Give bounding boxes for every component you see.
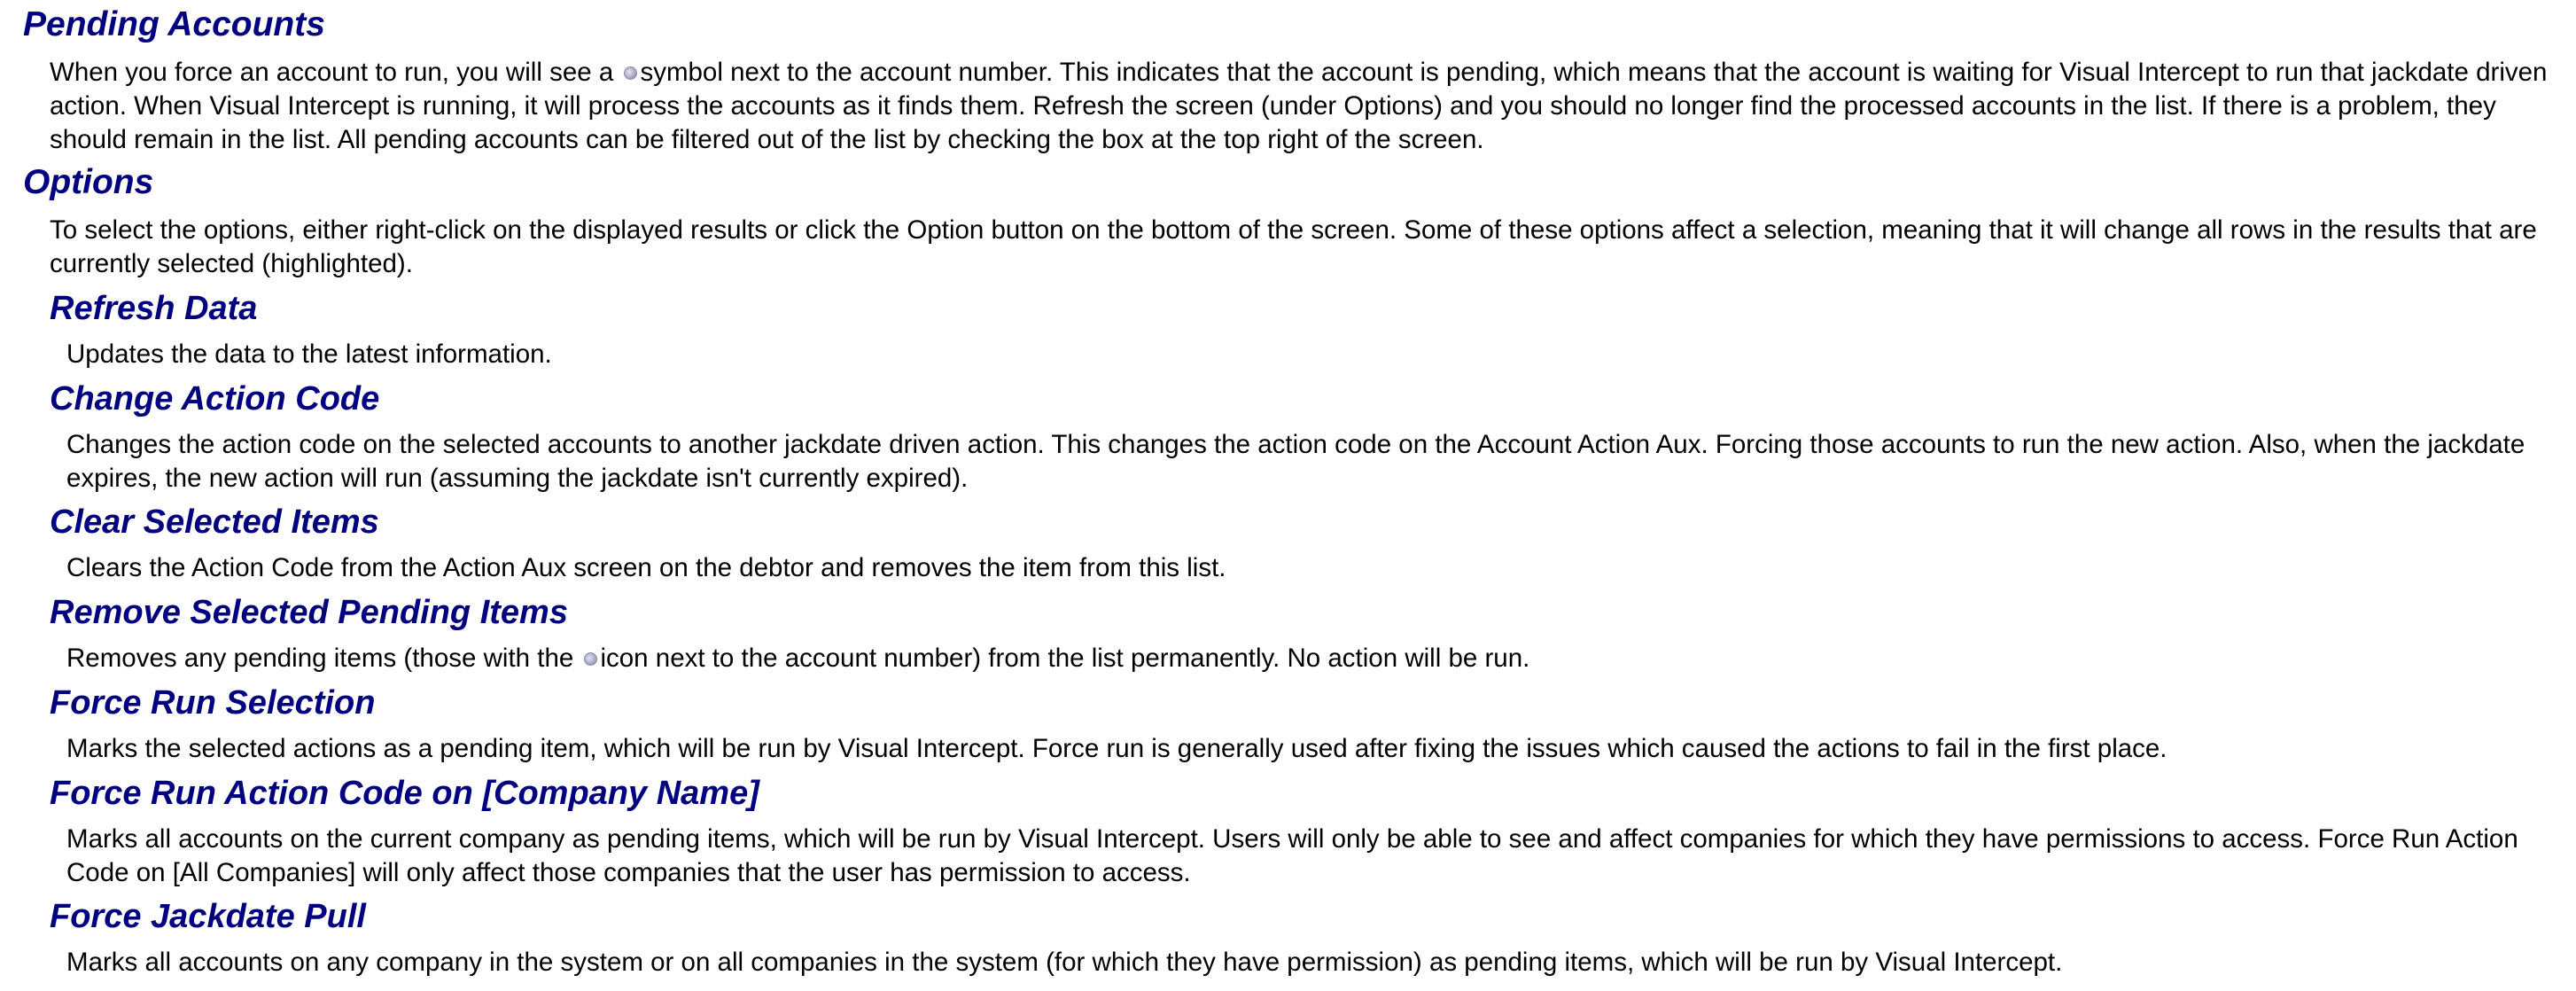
heading-force-jackdate-pull: Force Jackdate Pull [50, 898, 366, 935]
heading-clear-selected-items: Clear Selected Items [50, 503, 379, 541]
heading-remove-selected-pending-items: Remove Selected Pending Items [50, 594, 568, 631]
pending-text-after-icon: symbol next to the account number. This indicates that the account is pending, which means that the account is waiting for Visual Intercept to run that jackdate driven action. When Visual Intercept is running, it will process the accounts as it finds them. Refresh the screen (under Options) and you should no longer find the processed accounts in the list. If there is a problem, they should remain in the list. All pending accounts can be filtered out of the list by checking the box at the top right of the screen. [50, 58, 2548, 154]
heading-force-run-action-code-company: Force Run Action Code on [Company Name] [50, 775, 759, 812]
pending-symbol-icon [584, 652, 597, 666]
remove-text-after-icon: icon next to the account number) from the list permanently. No action will be run. [600, 644, 1530, 673]
paragraph-force-jackdate-pull: Marks all accounts on any company in the system or on all companies in the system (for which they have permission) as pending items, which will be run by Visual Intercept. [66, 948, 2063, 977]
paragraph-force-run-action-code-company: Marks all accounts on the current company as pending items, which will be run by Visual Intercept. Users will only be able to see and affect companies for which they have permissions to access. Force Run Action Code on [All Companies] will only affect those companies that the user has permission to access. [66, 824, 2518, 887]
pending-text-before-icon: When you force an account to run, you will see a [50, 58, 621, 87]
heading-options: Options [23, 163, 154, 201]
paragraph-refresh-data: Updates the data to the latest information. [66, 339, 552, 369]
paragraph-force-run-selection: Marks the selected actions as a pending item, which will be run by Visual Intercept. Force run is generally used after fixing the issues which caused the actions to fail in the first place. [66, 734, 2167, 763]
paragraph-remove-selected-pending-items [66, 642, 2565, 675]
paragraph-options: To select the options, either right-click on the displayed results or click the Option button on the bottom of the screen. Some of these options affect a selection, meaning that it will change all rows in the results that are currently selected (highlighted). [50, 215, 2537, 278]
heading-force-run-selection: Force Run Selection [50, 684, 376, 722]
heading-pending-accounts: Pending Accounts [23, 5, 325, 43]
heading-refresh-data: Refresh Data [50, 290, 258, 327]
paragraph-change-action-code: Changes the action code on the selected accounts to another jackdate driven action. This changes the action code on the Account Action Aux. Forcing those accounts to run the new action. Also, when the jackdate expires, the new action will run (assuming the jackdate isn't currently expired). [66, 430, 2525, 493]
paragraph-clear-selected-items: Clears the Action Code from the Action Aux screen on the debtor and removes the item from this list. [66, 553, 1226, 582]
paragraph-pending-accounts [50, 56, 2566, 157]
heading-change-action-code: Change Action Code [50, 380, 380, 417]
remove-text-before-icon: Removes any pending items (those with the [66, 644, 581, 673]
pending-symbol-icon [624, 66, 637, 80]
